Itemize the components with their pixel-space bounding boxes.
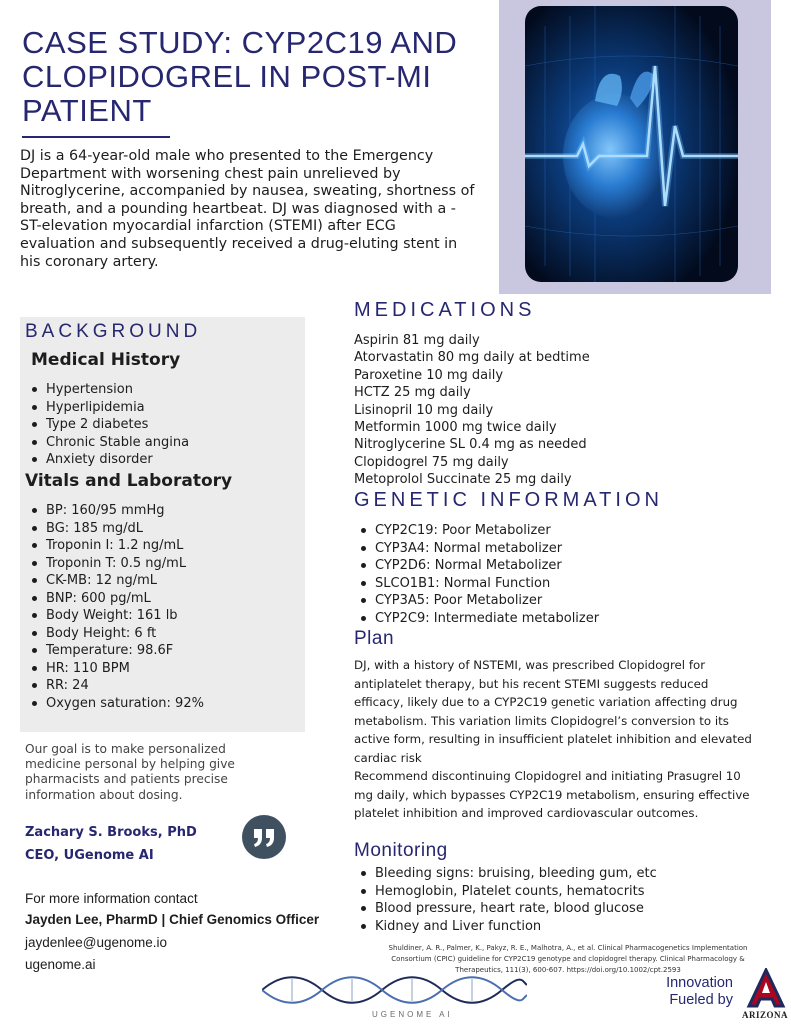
dna-helix-icon (262, 973, 527, 1007)
list-item: Blood pressure, heart rate, blood glucose (360, 900, 740, 918)
list-item: Aspirin 81 mg daily (354, 333, 480, 348)
list-item: RR: 24 (31, 677, 291, 695)
plan-paragraph: DJ, with a history of NSTEMI, was prescribed Clopidogrel for antiplatelet therapy, but his recent STEMI suggests reduced efficacy, likely due to a CYP2C19 genetic variation affecting drug metabolism. This variation limits Clopidogrel’s conversion to its active form, resulting in insufficient platelet inhibition and elevated cardiac risk (354, 658, 752, 765)
arizona-wordmark: ARIZONA (741, 1010, 788, 1020)
list-item: Temperature: 98.6F (31, 642, 291, 660)
list-item: BG: 185 mg/dL (31, 520, 291, 538)
list-item: HR: 110 BPM (31, 660, 291, 678)
contact-website[interactable]: ugenome.ai (25, 957, 96, 972)
list-item: Clopidogrel 75 mg daily (354, 454, 509, 470)
innovation-tagline: Innovation Fueled by (666, 975, 733, 1008)
plan-body (354, 656, 754, 823)
list-item: Type 2 diabetes (31, 416, 291, 434)
list-item: Bleeding signs: bruising, bleeding gum, etc (360, 865, 740, 883)
background-heading: BACKGROUND (25, 321, 202, 342)
list-item: HCTZ 25 mg daily (354, 385, 471, 401)
list-item: Hyperlipidemia (31, 399, 291, 417)
monitoring-list (360, 865, 740, 935)
plan-heading: Plan (354, 628, 395, 649)
list-item: Nitroglycerine SL 0.4 mg as needed (354, 437, 587, 453)
reference-citation: Shuldiner, A. R., Palmer, K., Pakyz, R. E., Malhotra, A., et al. Clinical Pharmacogenetics Implementation Consortium (CPIC) guideline for CYP2C19 genotype and clopidogrel therapy. Clinical Pharmacology & Therapeutics, 111(3), 600-607. https://doi.org/10.1002/cpt.2593 (388, 944, 748, 974)
list-item: Metformin 1000 mg twice daily (354, 420, 557, 436)
genetic-heading: GENETIC INFORMATION (354, 489, 663, 511)
list-item: Atorvastatin 80 mg daily at bedtime (354, 350, 590, 366)
medications-heading: MEDICATIONS (354, 299, 536, 321)
list-item: Paroxetine 10 mg daily (354, 367, 504, 383)
genetic-list (360, 522, 740, 627)
intro-paragraph: DJ is a 64-year-old male who presented to the Emergency Department with worsening chest pain unrelieved by Nitroglycerine, accompanied by nausea, sweating, shortness of breath, and a pounding heartbeat. DJ was diagnosed with a -ST-elevation myocardial infarction (STEMI) after ECG evaluation and subsequently received a drug-eluting stent in his coronary artery. (20, 148, 475, 270)
list-item: CYP2C9: Intermediate metabolizer (360, 610, 740, 628)
contact-email[interactable]: jaydenlee@ugenome.io (25, 935, 168, 950)
signature-name: Zachary S. Brooks, PhD (25, 825, 197, 840)
list-item: CYP3A4: Normal metabolizer (360, 540, 740, 558)
medical-history-heading: Medical History (31, 350, 181, 370)
title-underline (22, 136, 170, 138)
plan-paragraph: Recommend discontinuing Clopidogrel and initiating Prasugrel 10 mg daily, which bypasses CYP2C19 metabolism, ensuring effective platelet inhibition and improved cardiovascular outcomes. (354, 769, 750, 820)
list-item: Body Weight: 161 lb (31, 607, 291, 625)
contact-person: Jayden Lee, PharmD | Chief Genomics Officer (25, 912, 320, 927)
list-item: CYP3A5: Poor Metabolizer (360, 592, 740, 610)
list-item: Lisinopril 10 mg daily (354, 402, 494, 418)
list-item: Troponin I: 1.2 ng/mL (31, 537, 291, 555)
list-item: Body Height: 6 ft (31, 625, 291, 643)
list-item: Kidney and Liver function (360, 918, 740, 936)
list-item: Troponin T: 0.5 ng/mL (31, 555, 291, 573)
list-item: Hypertension (31, 381, 291, 399)
list-item: Chronic Stable angina (31, 434, 291, 452)
list-item: Metoprolol Succinate 25 mg daily (354, 472, 572, 488)
list-item: CYP2D6: Normal Metabolizer (360, 557, 740, 575)
list-item: Hemoglobin, Platelet counts, hematocrits (360, 883, 740, 901)
quote-icon (242, 815, 286, 859)
heart-ecg-image (525, 6, 738, 282)
list-item: CYP2C19: Poor Metabolizer (360, 522, 740, 540)
vitals-list (31, 502, 291, 712)
goal-statement: Our goal is to make personalized medicine personal by helping give pharmacists and patients precise information about dosing. (25, 742, 235, 802)
list-item: BNP: 600 pg/mL (31, 590, 291, 608)
ugenome-logo-text: UGENOME AI (372, 1010, 453, 1019)
page-title: CASE STUDY: CYP2C19 AND CLOPIDOGREL IN POST-MI PATIENT (22, 25, 458, 128)
arizona-logo (745, 968, 787, 1010)
list-item: CK-MB: 12 ng/mL (31, 572, 291, 590)
list-item: Oxygen saturation: 92% (31, 695, 291, 713)
list-item: BP: 160/95 mmHg (31, 502, 291, 520)
monitoring-heading: Monitoring (354, 840, 448, 861)
list-item: Anxiety disorder (31, 451, 291, 469)
medical-history-list (31, 381, 291, 469)
signature-role: CEO, UGenome AI (25, 848, 154, 863)
list-item: SLCO1B1: Normal Function (360, 575, 740, 593)
vitals-heading: Vitals and Laboratory (25, 471, 233, 491)
medications-list (354, 332, 684, 489)
contact-intro: For more information contact (25, 891, 198, 906)
